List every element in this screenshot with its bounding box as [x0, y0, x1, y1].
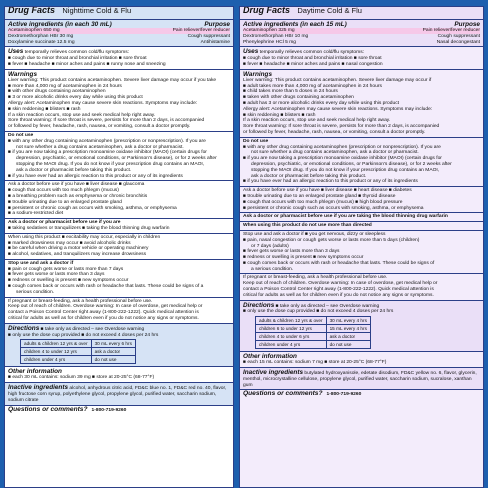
warning-line: depression, psychiatric, or emotional conditions, or Parkinson's disease), or for 2 weeks after	[16, 156, 217, 162]
uses-line: ■ fever ■ headache ■ minor aches and pains ■ nasal congestion	[243, 61, 383, 67]
table-row	[256, 333, 371, 341]
table-row	[21, 348, 136, 356]
inactive-text: butylated hydroxyanisole, edetate disodium, FD&C yellow no. 6, flavor, glycerin, menthol, microcrystalline cellulose, propylene glycol, purified water, saccharin sodium, sucralose, xanthan gum	[243, 371, 477, 388]
age-cell: children 6 to under 12 yrs	[256, 325, 327, 333]
warning-line: Liver warning: This product contains acetaminophen. Severe liver damage may occur if	[243, 77, 432, 83]
inactive-heading: Inactive ingredients	[243, 369, 304, 377]
phone-number: 1-800-719-9260	[91, 407, 127, 413]
ask-doctor-line: Ask a doctor before use if you have ■ liver disease ■ glaucoma	[8, 182, 145, 188]
ask-doctor-line: ■ trouble urinating due to an enlarged prostate gland ■ thyroid disease	[243, 193, 396, 199]
active-ingredients-section	[5, 20, 233, 47]
uses-line: ■ fever ■ headache ■ minor aches and pains ■ runny nose and sneezing	[8, 61, 166, 67]
uses-line: ■ cough due to minor throat and bronchial irritation ■ sore throat	[8, 56, 147, 62]
table-row	[21, 340, 136, 348]
dose-cell: do not use	[91, 356, 135, 364]
ask-doctor-line: ■ cough that occurs with too much phlegm (mucus) ■ high blood pressure	[243, 199, 403, 205]
ingredient-name: Dextromethorphan HBr 10 mg	[243, 33, 309, 39]
uses-line: temporarily relieves common cold/flu symptoms:	[24, 50, 130, 56]
warning-line: or followed by fever, headache, rash, nausea, or vomiting, consult a doctor promptly.	[8, 124, 191, 130]
overdose-line: Keep out of reach of children. Overdose warning: In case of overdose, get medical help or	[8, 304, 203, 310]
overdose-line: critical for adults as well as for children even if you do not notice any signs or symptoms.	[243, 292, 434, 298]
directions-line: ■ only use the dose cup provided ■ do not exceed 4 doses per 24 hrs	[8, 332, 159, 338]
warning-line: ■ skin reddening ■ blisters ■ rash	[8, 106, 81, 112]
pregnancy-line: If pregnant or breast-feeding, ask a health professional before use.	[243, 275, 388, 281]
when-using-line: ■ alcohol, sedatives, and tranquilizers may increase drowsiness	[8, 252, 147, 258]
warning-line: ■ with any other drug containing acetaminophen (prescription or nonprescription). If you are	[243, 144, 441, 150]
directions-heading: Directions	[243, 301, 275, 309]
ask-doctor-line: Ask a doctor before use if you have ■ liver disease ■ heart disease ■ diabetes	[243, 188, 412, 194]
ingredient-name: Phenylephrine HCl 5 mg	[243, 39, 297, 45]
warning-line: ask a doctor or pharmacist before taking this product.	[16, 167, 132, 173]
dose-cell: ask a doctor	[326, 333, 370, 341]
warning-line: ■ adult takes more than 4,000 mg of acetaminophen in 24 hours	[243, 83, 382, 89]
stop-use-line: ■ redness or swelling is present ■ new symptoms occur	[8, 278, 129, 284]
stop-use-line: a serious condition.	[251, 266, 294, 272]
questions-label: Questions or comments?	[243, 390, 323, 398]
warning-line: or followed by fever, headache, rash, nausea, or vomiting, consult a doctor promptly.	[243, 129, 426, 135]
active-ingredients-section	[240, 20, 483, 47]
warning-line: ■ more than 4,000 mg of acetaminophen in 24 hours	[8, 83, 122, 89]
inactive-heading: Inactive ingredients	[8, 384, 69, 392]
stop-use-line: Stop use and ask a doctor if	[8, 260, 74, 266]
warning-line: ■ child takes more than 5 doses in 24 hours	[243, 89, 338, 95]
inactive-ingredients-section	[5, 383, 233, 405]
uses-section	[240, 47, 483, 69]
ask-doctor-line: ■ trouble urinating due to an enlarged prostate gland	[8, 199, 122, 205]
warning-line: ■ if you have ever had an allergic reaction to this product or any of its ingredients	[8, 173, 183, 179]
other-heading: Other information	[8, 368, 62, 376]
age-cell: children under 4 yrs	[21, 356, 92, 364]
dosage-table	[255, 316, 371, 349]
questions-section	[5, 406, 233, 415]
directions-line: ■ only use the dose cup provided ■ do not exceed 4 doses per 24 hrs	[243, 309, 394, 315]
warnings-section	[240, 70, 483, 301]
other-information-section	[5, 367, 233, 383]
phone-number: 1-800-719-9260	[326, 392, 362, 398]
warning-line: depression, psychiatric, or emotional conditions, or Parkinson's disease), or for 2 weeks after	[251, 161, 452, 167]
when-using-line: ■ be careful when driving a motor vehicle or operating machinery	[8, 246, 149, 252]
active-heading: Active ingredients (in each 15 mL)	[243, 21, 347, 28]
other-information-section	[240, 352, 483, 368]
product-name: Nighttime Cold & Flu	[62, 6, 132, 15]
when-using-line: ■ marked drowsiness may occur ■ avoid alcoholic drinks	[8, 240, 131, 246]
daytime-panel	[239, 6, 484, 488]
ingredient-purpose: Cough suppressant	[437, 33, 480, 39]
stop-use-line: ■ cough comes back or occurs with rash or headache that lasts. These could be signs of a	[8, 284, 204, 290]
stop-use-line: serious condition.	[16, 289, 55, 295]
overdose-line: contact a Poison Control Center right away (1-800-222-1222). Quick medical attention is	[8, 310, 199, 316]
inactive-text: alcohol, anhydrous citric acid, FD&C blue no. 1, FD&C red no. 40, flavor, high fructose corn syrup, polyethylene glycol, propylene glycol, purified water, saccharin sodium, sodium citrate	[8, 386, 227, 403]
stop-use-line: Stop use and ask a doctor if ■ you get nervous, dizzy or sleepless	[243, 231, 386, 237]
nighttime-title-bar	[5, 7, 233, 20]
stop-use-line: ■ pain or cough gets worse or lasts more than 7 days	[8, 266, 124, 272]
purpose-heading: Purpose	[454, 21, 480, 28]
uses-heading: Uses	[8, 48, 24, 56]
warning-line: Sore throat warning: If sore throat is severe, persists for more than 2 days, is accompanied	[243, 124, 440, 130]
stop-use-line: ■ fever gets worse or lasts more than 3 days	[243, 249, 340, 255]
when-using-line: When using this product ■ excitability may occur, especially in children	[8, 234, 161, 240]
active-heading: Active ingredients (in each 30 mL)	[8, 21, 112, 28]
warning-line: If a skin reaction occurs, stop use and seek medical help right away.	[8, 112, 156, 118]
uses-line: temporarily relieves common cold/flu symptoms:	[259, 50, 365, 56]
uses-line: ■ cough due to minor throat and bronchial irritation ■ sore throat	[243, 56, 382, 62]
ask-doctor-line: ■ persistent or chronic cough as occurs with smoking, asthma, or emphysema	[8, 205, 177, 211]
stop-use-line: ■ cough comes back or occurs with rash or headache that lasts. These could be signs of	[243, 260, 435, 266]
ingredient-purpose: Pain reliever/fever reducer	[172, 28, 230, 33]
other-heading: Other information	[243, 353, 297, 361]
questions-label: Questions or comments?	[8, 405, 88, 413]
table-row	[256, 341, 371, 349]
age-cell: adults & children 12 yrs & over	[256, 317, 327, 325]
warning-line: If a skin reaction occurs, stop use and seek medical help right away.	[243, 118, 391, 124]
stop-use-line: ■ redness or swelling is present ■ new symptoms occur	[243, 255, 364, 261]
dosage-table	[20, 339, 136, 364]
ask-doctor-line: ■ a breathing problem such as emphysema or chronic bronchitis	[8, 193, 148, 199]
ingredient-purpose: Pain reliever/fever reducer	[422, 28, 480, 33]
dose-cell: 15 mL every 4 hrs	[326, 325, 370, 333]
ingredient-name: Acetaminophen 650 mg	[8, 28, 60, 33]
ask-doctor-line: ■ persistent or chronic cough such as occurs with smoking, asthma, or emphysema	[243, 205, 424, 211]
warnings-heading: Warnings	[8, 70, 37, 78]
warnings-heading: Warnings	[243, 70, 272, 78]
ingredient-name: Dextromethorphan HBr 30 mg	[8, 33, 74, 39]
directions-line: ■ take only as directed – see Overdose warning	[40, 326, 145, 332]
uses-heading: Uses	[243, 48, 259, 56]
ingredient-name: Doxylamine succinate 12.5 mg	[8, 39, 75, 45]
age-cell: children 4 to under 12 yrs	[21, 348, 92, 356]
other-line: ■ each 15 mL contains: sodium 7 mg ■ store at 20-25°C (68-77°F)	[243, 360, 387, 366]
warning-line: Allergy alert: Acetaminophen may cause severe skin reactions. Symptoms may include:	[8, 100, 198, 106]
ask-pharmacist-line: ■ taking sedatives or tranquilizers ■ taking the blood thinning drug warfarin	[8, 225, 170, 231]
ingredient-name: Acetaminophen 325 mg	[243, 28, 295, 33]
warning-line: ■ with any other drug containing acetaminophen (prescription or nonprescription). If you are	[8, 138, 206, 144]
warning-line: not sure whether a drug contains acetaminophen, ask a doctor or pharmacist.	[16, 144, 184, 150]
warning-line: Allergy alert: Acetaminophen may cause severe skin reactions. Symptoms may include:	[243, 106, 433, 112]
stop-use-line: or 7 days (adults)	[251, 243, 289, 249]
warning-line: ■ if you are now taking a prescription monoamine oxidase inhibitor (MAOI) (certain drugs for	[243, 156, 442, 162]
warning-line: ■ if you are now taking a prescription monoamine oxidase inhibitor (MAOI) (certain drugs for	[8, 150, 207, 156]
overdose-line: critical for adults as well as for children even if you do not notice any signs or symptoms.	[8, 316, 199, 322]
ask-doctor-line: ■ cough that occurs with too much phlegm (mucus)	[8, 188, 119, 194]
dose-cell: 30 mL every 4 hrs	[326, 317, 370, 325]
dose-cell: 30 mL every 6 hrs	[91, 340, 135, 348]
product-name: Daytime Cold & Flu	[297, 6, 362, 15]
directions-line: ■ take only as directed – see Overdose warning	[275, 303, 380, 309]
age-cell: children 4 to under 6 yrs	[256, 333, 327, 341]
inactive-ingredients-section	[240, 368, 483, 390]
dose-cell: ask a doctor	[91, 348, 135, 356]
drug-facts-title: Drug Facts	[243, 6, 291, 15]
purpose-heading: Purpose	[204, 21, 230, 28]
table-row	[256, 317, 371, 325]
stop-use-line: ■ pain, nasal congestion or cough gets worse or lasts more than 5 days (children)	[243, 237, 420, 243]
ask-pharmacist-line: Ask a doctor or pharmacist before use if you are	[8, 220, 121, 226]
questions-section	[240, 390, 483, 399]
warning-line: stopping the MAOI drug. If you do not know if your prescription drug contains an MAOI,	[251, 167, 440, 173]
daytime-title-bar	[240, 7, 483, 20]
pregnancy-line: If pregnant or breast-feeding, ask a health professional before use.	[8, 298, 153, 304]
warning-line: ■ skin reddening ■ blisters ■ rash	[243, 112, 316, 118]
ask-pharmacist-line: Ask a doctor or pharmacist before use if you are taking the blood thinning drug warfarin	[243, 214, 448, 220]
table-row	[256, 325, 371, 333]
warning-line: ■ if you have ever had an allergic reaction to this product or any of its ingredients	[243, 179, 418, 185]
directions-heading: Directions	[8, 324, 40, 332]
ingredient-purpose: Nasal decongestant	[436, 39, 480, 45]
ingredient-purpose: Cough suppressant	[187, 33, 230, 39]
warnings-section	[5, 70, 233, 324]
warning-line: Sore throat warning: If sore throat is severe, persists for more than 2 days, is accompanied	[8, 118, 205, 124]
nighttime-panel	[4, 6, 234, 488]
directions-section	[240, 301, 483, 353]
warning-line: ■ with other drugs containing acetaminophen	[8, 89, 106, 95]
stop-use-line: ■ fever gets worse or lasts more than 3 days	[8, 272, 105, 278]
warning-line: ■ adult has 3 or more alcoholic drinks every day while using this product	[243, 100, 399, 106]
do-not-use-heading: Do not use	[243, 138, 269, 144]
warning-line: Liver warning: This product contains acetaminophen. Severe liver damage may occur if you take	[8, 77, 217, 83]
warning-line: ■ taken with other drugs containing acetaminophen	[243, 95, 354, 101]
ask-doctor-line: ■ a sodium-restricted diet	[8, 211, 64, 217]
age-cell: children under 4 yrs	[256, 341, 327, 349]
ingredient-purpose: Antihistamine	[200, 39, 230, 45]
overdose-line: Keep out of reach of children. Overdose warning: In case of overdose, get medical help or	[243, 281, 438, 287]
table-row	[21, 356, 136, 364]
drug-facts-title: Drug Facts	[8, 6, 56, 15]
uses-section	[5, 47, 233, 69]
dose-cell: do not use	[326, 341, 370, 349]
warning-line: not sure whether a drug contains acetaminophen, ask a doctor or pharmacist.	[251, 150, 419, 156]
warning-line: ■ 3 or more alcoholic drinks every day while using this product	[8, 95, 143, 101]
do-not-use-heading: Do not use	[8, 132, 34, 138]
when-using-line: When using this product do not use more than directed	[243, 223, 372, 229]
overdose-line: contact a Poison Control Center right away (1-800-222-1222). Quick medical attention is	[243, 287, 434, 293]
directions-section	[5, 324, 233, 368]
warning-line: ask a doctor or pharmacist before taking this product.	[251, 173, 367, 179]
age-cell: adults & children 12 yrs & over	[21, 340, 92, 348]
warning-line: stopping the MAOI drug. If you do not know if your prescription drug contains an MAOI,	[16, 161, 205, 167]
other-line: ■ each 30 mL contains: sodium 39 mg ■ store at 20-25°C (68-77°F)	[8, 375, 155, 381]
